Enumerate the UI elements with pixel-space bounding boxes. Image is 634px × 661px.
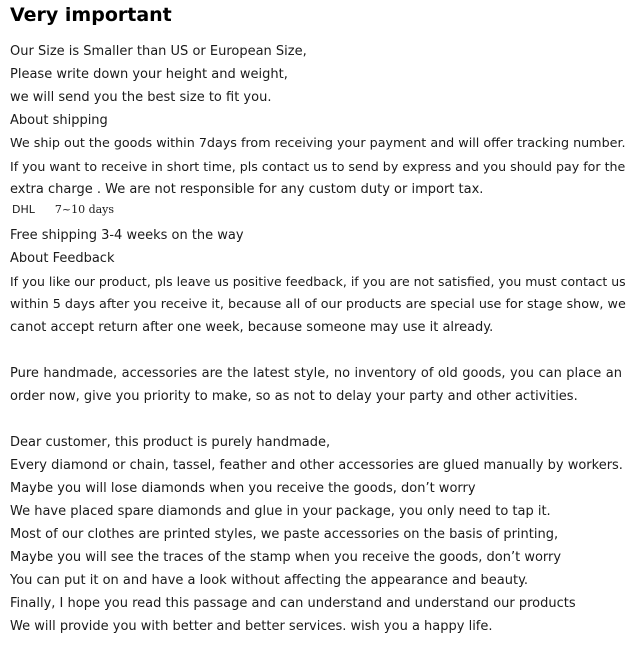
size-notice-line-1: Our Size is Smaller than US or European Size, [10, 44, 307, 59]
shipping-line-2: If you want to receive in short time, pls contact us to send by express and you should pay for the [10, 159, 626, 174]
shipping-line-3: extra charge . We are not responsible for any custom duty or import tax. [10, 182, 484, 197]
shipping-heading: About shipping [10, 113, 108, 128]
customer-note-line-8: Finally, I hope you read this passage and can understand and understand our products [10, 596, 576, 611]
free-shipping-line: Free shipping 3-4 weeks on the way [10, 228, 244, 243]
page-title: Very important [10, 4, 172, 26]
customer-note-line-5: Most of our clothes are printed styles, we paste accessories on the basis of printing, [10, 527, 559, 542]
size-notice-line-2: Please write down your height and weight, [10, 67, 288, 82]
carrier-row [12, 203, 114, 217]
size-notice-line-3: we will send you the best size to fit you. [10, 90, 272, 105]
customer-note-line-3: Maybe you will lose diamonds when you receive the goods, don’t worry [10, 481, 476, 496]
carrier-name: DHL [12, 203, 35, 216]
feedback-line-1: If you like our product, pls leave us positive feedback, if you are not satisfied, you must contact us [10, 274, 626, 289]
customer-note-line-2: Every diamond or chain, tassel, feather and other accessories are glued manually by workers. [10, 458, 623, 473]
handmade-line-2: order now, give you priority to make, so as not to delay your party and other activities. [10, 389, 578, 404]
handmade-line-1: Pure handmade, accessories are the latest style, no inventory of old goods, you can place an [10, 366, 622, 381]
shipping-line-1: We ship out the goods within 7days from receiving your payment and will offer tracking number. [10, 136, 626, 151]
feedback-line-3: canot accept return after one week, because someone may use it already. [10, 320, 494, 335]
carrier-days: 7~10 days [54, 203, 115, 216]
customer-note-line-1: Dear customer, this product is purely handmade, [10, 435, 331, 450]
customer-note-line-9: We will provide you with better and better services. wish you a happy life. [10, 619, 493, 634]
customer-note-line-4: We have placed spare diamonds and glue in your package, you only need to tap it. [10, 504, 551, 519]
feedback-line-2: within 5 days after you receive it, because all of our products are special use for stage show, we [10, 297, 626, 312]
customer-note-line-6: Maybe you will see the traces of the stamp when you receive the goods, don’t worry [10, 550, 562, 565]
customer-note-line-7: You can put it on and have a look without affecting the appearance and beauty. [10, 573, 529, 588]
feedback-heading: About Feedback [10, 251, 115, 266]
